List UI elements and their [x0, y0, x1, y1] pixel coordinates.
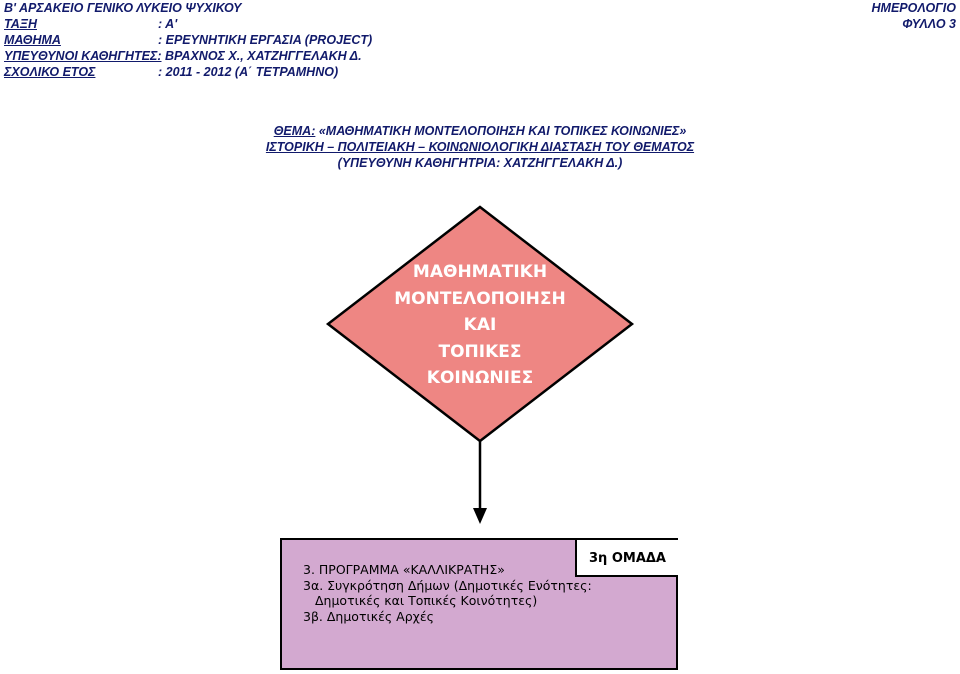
theme-title: «ΜΑΘΗΜΑΤΙΚΗ ΜΟΝΤΕΛΟΠΟΙΗΣΗ ΚΑΙ ΤΟΠΙΚΕΣ ΚΟΙΝΩΝΙΕΣ» [315, 124, 687, 138]
diamond-line-4: ΤΟΠΙΚΕΣ [438, 341, 522, 362]
group-tag: 3η ΟΜΑΔΑ [575, 538, 678, 577]
program-box-text [303, 562, 592, 624]
theme-responsible: (ΥΠΕΥΘΥΝΗ ΚΑΘΗΓΗΤΡΙΑ: ΧΑΤΖΗΓΓΕΛΑΚΗ Δ.) [337, 156, 623, 170]
class-label: ΤΑΞΗ [4, 17, 37, 31]
program-line-3: Δημοτικές και Τοπικές Κοινότητες) [315, 593, 538, 608]
diamond-line-1: ΜΑΘΗΜΑΤΙΚΗ [412, 262, 548, 282]
program-line-4: 3β. Δημοτικές Αρχές [303, 608, 434, 624]
arrow-head-icon [473, 508, 487, 524]
diamond-label [330, 259, 630, 392]
theme-label: ΘΕΜΑ: [273, 124, 316, 138]
year-value: : 2011 - 2012 (Α΄ ΤΕΤΡΑΜΗΝΟ) [158, 65, 339, 79]
subject-value: : ΕΡΕΥΝΗΤΙΚΗ ΕΡΓΑΣΙΑ (PROJECT) [158, 33, 373, 47]
school-name: Β' ΑΡΣΑΚΕΙΟ ΓΕΝΙΚΟ ΛΥΚΕΙΟ ΨΥΧΙΚΟΥ [4, 1, 242, 15]
program-line-1: 3. ΠΡΟΓΡΑΜΜΑ «ΚΑΛΛΙΚΡΑΤΗΣ» [303, 562, 505, 577]
program-line-2: 3α. Συγκρότηση Δήμων (Δημοτικές Ενότητες: [303, 577, 592, 593]
sheet-label: ΦΥΛΛΟ 3 [902, 17, 956, 31]
diary-label: ΗΜΕΡΟΛΟΓΙΟ [871, 1, 956, 15]
teachers-label: ΥΠΕΥΘΥΝΟΙ ΚΑΘΗΓΗΤΕΣ: [4, 49, 162, 63]
theme-subtitle: ΙΣΤΟΡΙΚΗ – ΠΟΛΙΤΕΙΑΚΗ – ΚΟΙΝΩΝΙΟΛΟΓΙΚΗ ΔΙΑΣΤΑΣΗ ΤΟΥ ΘΕΜΑΤΟΣ [265, 140, 695, 154]
subject-label: ΜΑΘΗΜΑ [4, 33, 61, 47]
teachers-value: ΒΡΑΧΝΟΣ Χ., ΧΑΤΖΗΓΓΕΛΑΚΗ Δ. [164, 49, 362, 63]
diamond-line-3: ΚΑΙ [463, 315, 497, 335]
class-value: : Α' [158, 17, 178, 31]
diamond-line-5: ΚΟΙΝΩΝΙΕΣ [426, 368, 534, 388]
diamond-line-2: ΜΟΝΤΕΛΟΠΟΙΗΣΗ [394, 288, 566, 309]
year-label: ΣΧΟΛΙΚΟ ΕΤΟΣ [4, 65, 96, 79]
